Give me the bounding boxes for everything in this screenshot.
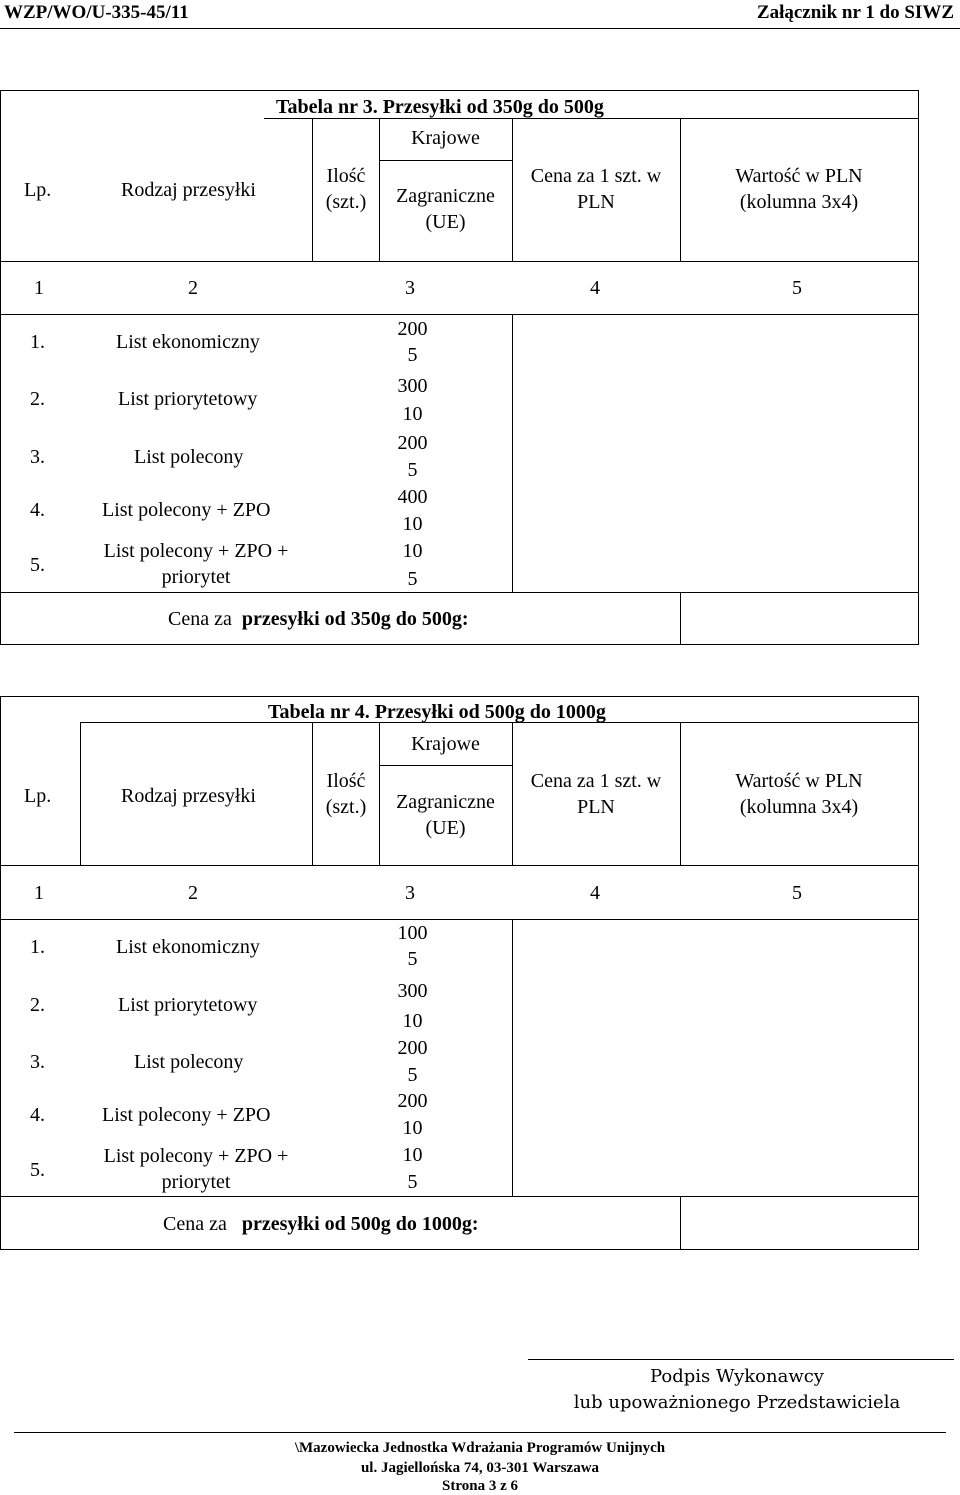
footer-organization: \Mazowiecka Jednostka Wdrażania Programów Unijnych (294, 1440, 666, 1456)
signature-line (528, 1359, 954, 1360)
column-header-price: Cena za 1 szt. w PLN (530, 770, 662, 818)
column-header-foreign: Zagraniczne (UE) (396, 185, 495, 233)
column-header-price: Cena za 1 szt. w PLN (530, 165, 662, 213)
column-header-lp: Lp. (24, 179, 52, 201)
column-header-domestic: Krajowe (411, 127, 480, 149)
header-rule (0, 28, 960, 29)
column-header-type: Rodzaj przesyłki (121, 785, 256, 807)
attachment-label: Załącznik nr 1 do SIWZ (756, 2, 954, 23)
table-title: Tabela nr 3. Przesyłki od 350g do 500g (276, 96, 604, 118)
column-header-value: Wartość w PLN (kolumna 3x4) (735, 165, 863, 213)
column-header-foreign: Zagraniczne (UE) (396, 791, 495, 839)
column-header-lp: Lp. (24, 785, 52, 807)
total-label: Cena za przesyłki od 350g do 500g: (168, 608, 469, 630)
column-header-domestic: Krajowe (411, 733, 480, 755)
column-header-type: Rodzaj przesyłki (121, 179, 256, 201)
footer-address: ul. Jagiellońska 74, 03-301 Warszawa (360, 1460, 600, 1476)
document-reference: WZP/WO/U-335-45/11 (4, 2, 189, 23)
column-header-qty: Ilość (szt.) (325, 770, 367, 818)
footer-rule (14, 1432, 946, 1433)
signature-caption: Podpis Wykonawcy lub upoważnionego Przedstawiciela (573, 1366, 901, 1413)
column-header-value: Wartość w PLN (kolumna 3x4) (735, 770, 863, 818)
column-header-qty: Ilość (szt.) (325, 165, 367, 213)
table-title: Tabela nr 4. Przesyłki od 500g do 1000g (268, 701, 606, 723)
page-number: Strona 3 z 6 (442, 1478, 518, 1494)
total-label: Cena za przesyłki od 500g do 1000g: (163, 1213, 479, 1235)
